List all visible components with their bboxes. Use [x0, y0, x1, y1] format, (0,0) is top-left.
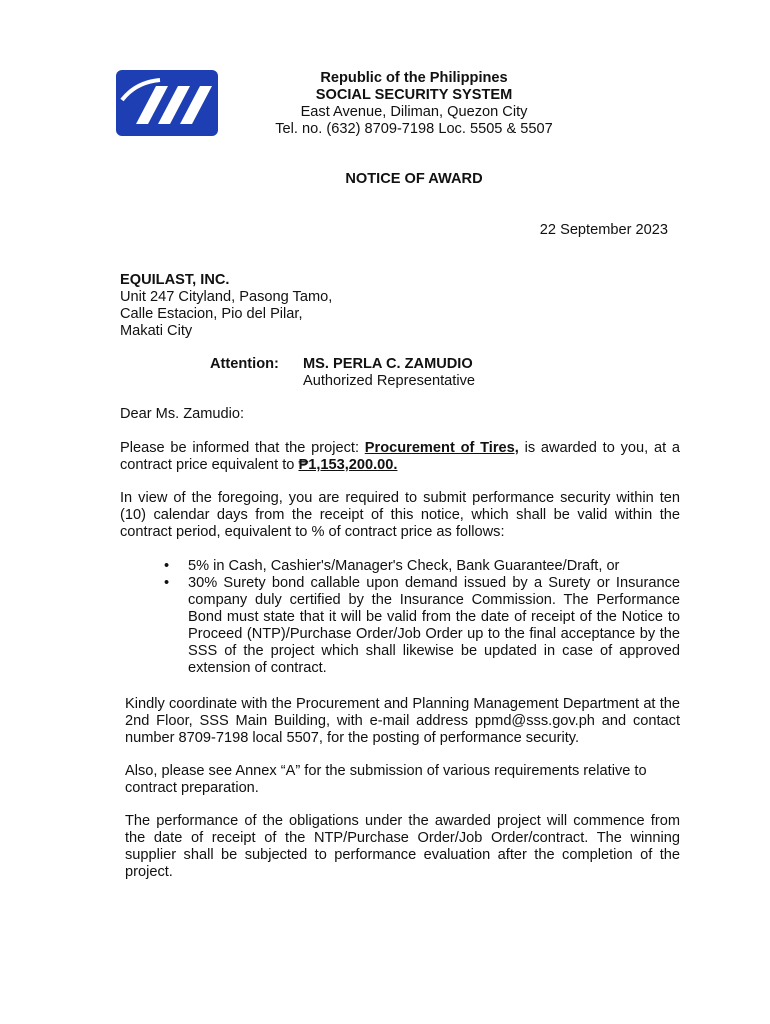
- attention-block: [303, 356, 603, 390]
- bullet-marker: •: [164, 575, 170, 591]
- bullet-item: [164, 558, 680, 576]
- award-paragraph: [120, 440, 680, 474]
- recipient-company: EQUILAST, INC.: [120, 272, 230, 288]
- obligations-paragraph: The performance of the obligations under the awarded project will commence from the date of receipt of the NTP/Purchase Order/Job Order/contract. The winning supplier shall be subjected to performance evaluation after the completion of the project.: [125, 813, 680, 880]
- recipient-line3: Makati City: [120, 323, 193, 339]
- award-text-pre: Please be informed that the project:: [120, 440, 365, 456]
- contract-price: ₱1,153,200.00.: [298, 457, 398, 473]
- award-text-mid: is awarded to you, at a contract price equivalent to: [120, 440, 681, 473]
- recipient-block: [120, 272, 520, 340]
- coordination-paragraph: Kindly coordinate with the Procurement and Planning Management Department at the 2nd Floor, SSS Main Building, with e-mail address ppmd@sss.gov.ph and contact number 8709-7198 local 5507, for the posting of performance security.: [125, 696, 680, 746]
- letter-date: 22 September 2023: [539, 222, 668, 238]
- header-address: East Avenue, Diliman, Quezon City: [300, 104, 528, 120]
- attention-role: Authorized Representative: [303, 373, 475, 389]
- sss-logo: [116, 70, 218, 136]
- attention-label: Attention:: [210, 356, 279, 372]
- bullet-item: [164, 575, 680, 679]
- bullet-text: 30% Surety bond callable upon demand issued by a Surety or Insurance company duly certified by the Insurance Commission. The Performance Bond must state that it will be valid from the date of receipt of the Notice to Proceed (NTP)/Purchase Order/Job Order up to the final acceptance by the SSS of the project which shall likewise be updated in case of approved extension of contract.: [188, 575, 680, 676]
- annex-paragraph: Also, please see Annex “A” for the submission of various requirements relative to contract preparation.: [125, 763, 647, 796]
- header-country: Republic of the Philippines: [320, 70, 508, 86]
- security-paragraph: In view of the foregoing, you are required to submit performance security within ten (10) calendar days from the receipt of this notice, which shall be valid within the contract period, equivalent to % of contract price as follows:: [120, 490, 680, 540]
- header-phone: Tel. no. (632) 8709-7198 Loc. 5505 & 5507: [275, 121, 553, 137]
- bullet-marker: •: [164, 558, 170, 574]
- project-name: Procurement of Tires,: [364, 440, 519, 456]
- attention-name: MS. PERLA C. ZAMUDIO: [303, 356, 473, 372]
- notice-title: NOTICE OF AWARD: [345, 171, 483, 187]
- header-agency: SOCIAL SECURITY SYSTEM: [315, 87, 513, 103]
- recipient-line1: Unit 247 Cityland, Pasong Tamo,: [120, 289, 333, 305]
- recipient-line2: Calle Estacion, Pio del Pilar,: [120, 306, 303, 322]
- bullet-text: 5% in Cash, Cashier's/Manager's Check, Bank Guarantee/Draft, or: [188, 558, 620, 574]
- salutation: Dear Ms. Zamudio:: [120, 406, 245, 422]
